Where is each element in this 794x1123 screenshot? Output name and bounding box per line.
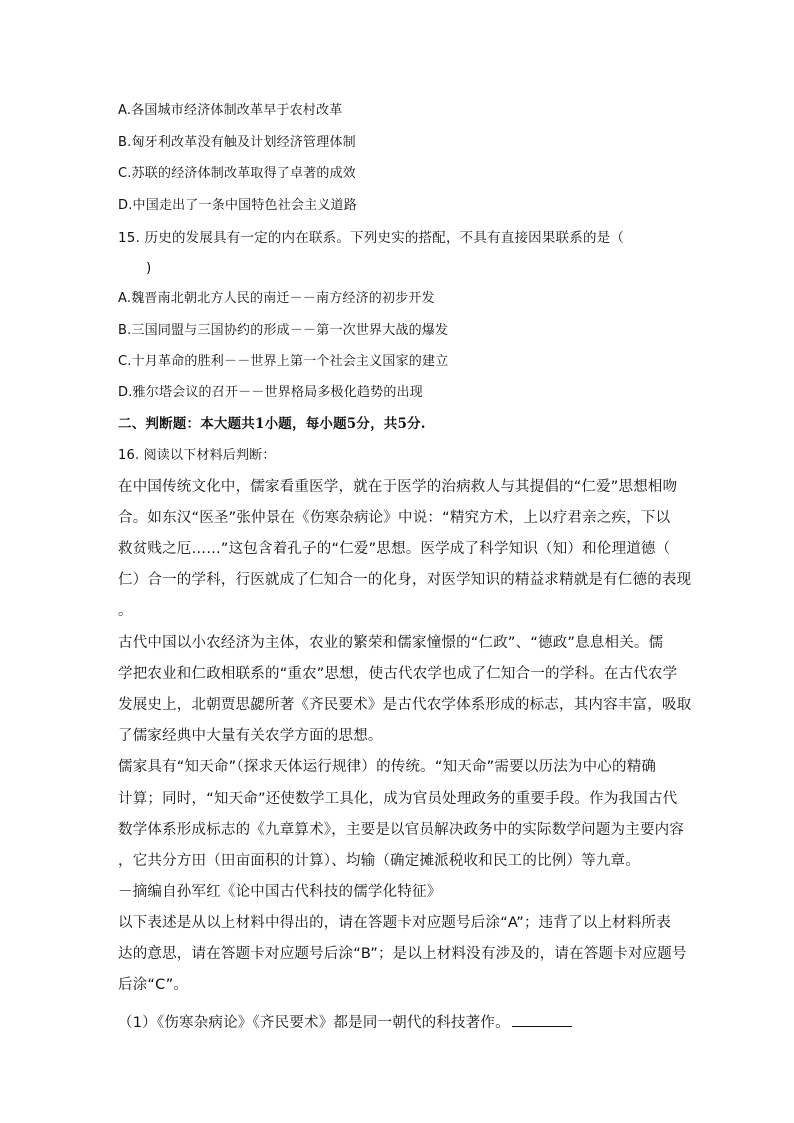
section-heading: 二、判断题：本大题共1小题，每小题5分，共5分. (118, 416, 426, 432)
q15-stem: 15. 历史的发展具有一定的内在联系。下列史实的搭配，不具有直接因果联系的是（ (118, 230, 625, 246)
q16-material-line: 了儒家经典中大量有关农学方面的思想。 (118, 728, 383, 744)
q15-option-d: D.雅尔塔会议的召开－－世界格局多极化趋势的出现 (118, 385, 423, 400)
q14-option-d: D.中国走出了一条中国特色社会主义道路 (118, 198, 357, 213)
q15-option-b: B.三国同盟与三国协约的形成－－第一次世界大战的爆发 (118, 323, 449, 338)
q16-instruction-line: 后涂“C”。 (118, 977, 189, 993)
q16-item-1 (118, 1012, 572, 1033)
q14-option-c: C.苏联的经济体制改革取得了卓著的成效 (118, 166, 357, 181)
q16-material-line: 救贫贱之厄……”这包含着孔子的“仁爱”思想。医学成了科学知识（知）和伦理道德（ (118, 541, 671, 557)
answer-blank[interactable] (512, 1012, 572, 1027)
q14-option-b: B.匈牙利改革没有触及计划经济管理体制 (118, 135, 356, 150)
q16-intro: 16. 阅读以下材料后判断： (118, 448, 276, 463)
q15-option-a: A.魏晋南北朝北方人民的南迁－－南方经济的初步开发 (118, 291, 435, 306)
q16-material-line: 计算；同时，“知天命”还使数学工具化，成为官员处理政务的重要手段。作为我国古代 (118, 791, 678, 807)
q16-item-1-text: （1）《伤寒杂病论》《齐民要术》都是同一朝代的科技著作。 (118, 1015, 510, 1031)
q15-option-c: C.十月革命的胜利－－世界上第一个社会主义国家的建立 (118, 354, 449, 369)
q16-instruction-line: 以下表述是从以上材料中得出的，请在答题卡对应题号后涂“A”；违背了以上材料所表 (118, 915, 671, 931)
q14-option-a: A.各国城市经济体制改革早于农村改革 (118, 103, 343, 118)
q15-stem-bracket: ) (146, 260, 152, 276)
q16-material-line: 古代中国以小农经济为主体，农业的繁荣和儒家憧憬的“仁政”、“德政”息息相关。儒 (118, 635, 664, 651)
q16-material-line: 儒家具有“知天命”（探求天体运行规律）的传统。“知天命”需要以历法为中心的精确 (118, 759, 657, 775)
q16-material-line: 发展史上，北朝贾思勰所著《齐民要术》是古代农学体系形成的标志，其内容丰富，吸取 (118, 697, 692, 713)
q16-material-line: 在中国传统文化中，儒家看重医学，就在于医学的治病救人与其提倡的“仁爱”思想相吻 (118, 479, 678, 495)
q16-material-line: ，它共分方田（田亩面积的计算）、均输（确定摊派税收和民工的比例）等九章。 (118, 853, 640, 869)
q16-material-line: 。 (118, 603, 133, 619)
q16-material-line: 学把农业和仁政相联系的“重农”思想，使古代农学也成了仁知合一的学科。在古代农学 (118, 666, 678, 682)
q16-source-citation: －摘编自孙军红《论中国古代科技的儒学化特征》 (118, 884, 442, 900)
q16-material-line: 仁）合一的学科，行医就成了仁知合一的化身，对医学知识的精益求精就是有仁德的表现 (118, 572, 692, 588)
q16-instruction-line: 达的意思，请在答题卡对应题号后涂“B”；是以上材料没有涉及的，请在答题卡对应题号 (118, 946, 687, 962)
q16-material-line: 数学体系形成标志的《九章算术》，主要是以官员解决政务中的实际数学问题为主要内容 (118, 822, 685, 838)
q16-material-line: 合。如东汉“医圣”张仲景在《伤寒杂病论》中说：“精究方术，上以疗君亲之疾，下以 (118, 510, 671, 526)
